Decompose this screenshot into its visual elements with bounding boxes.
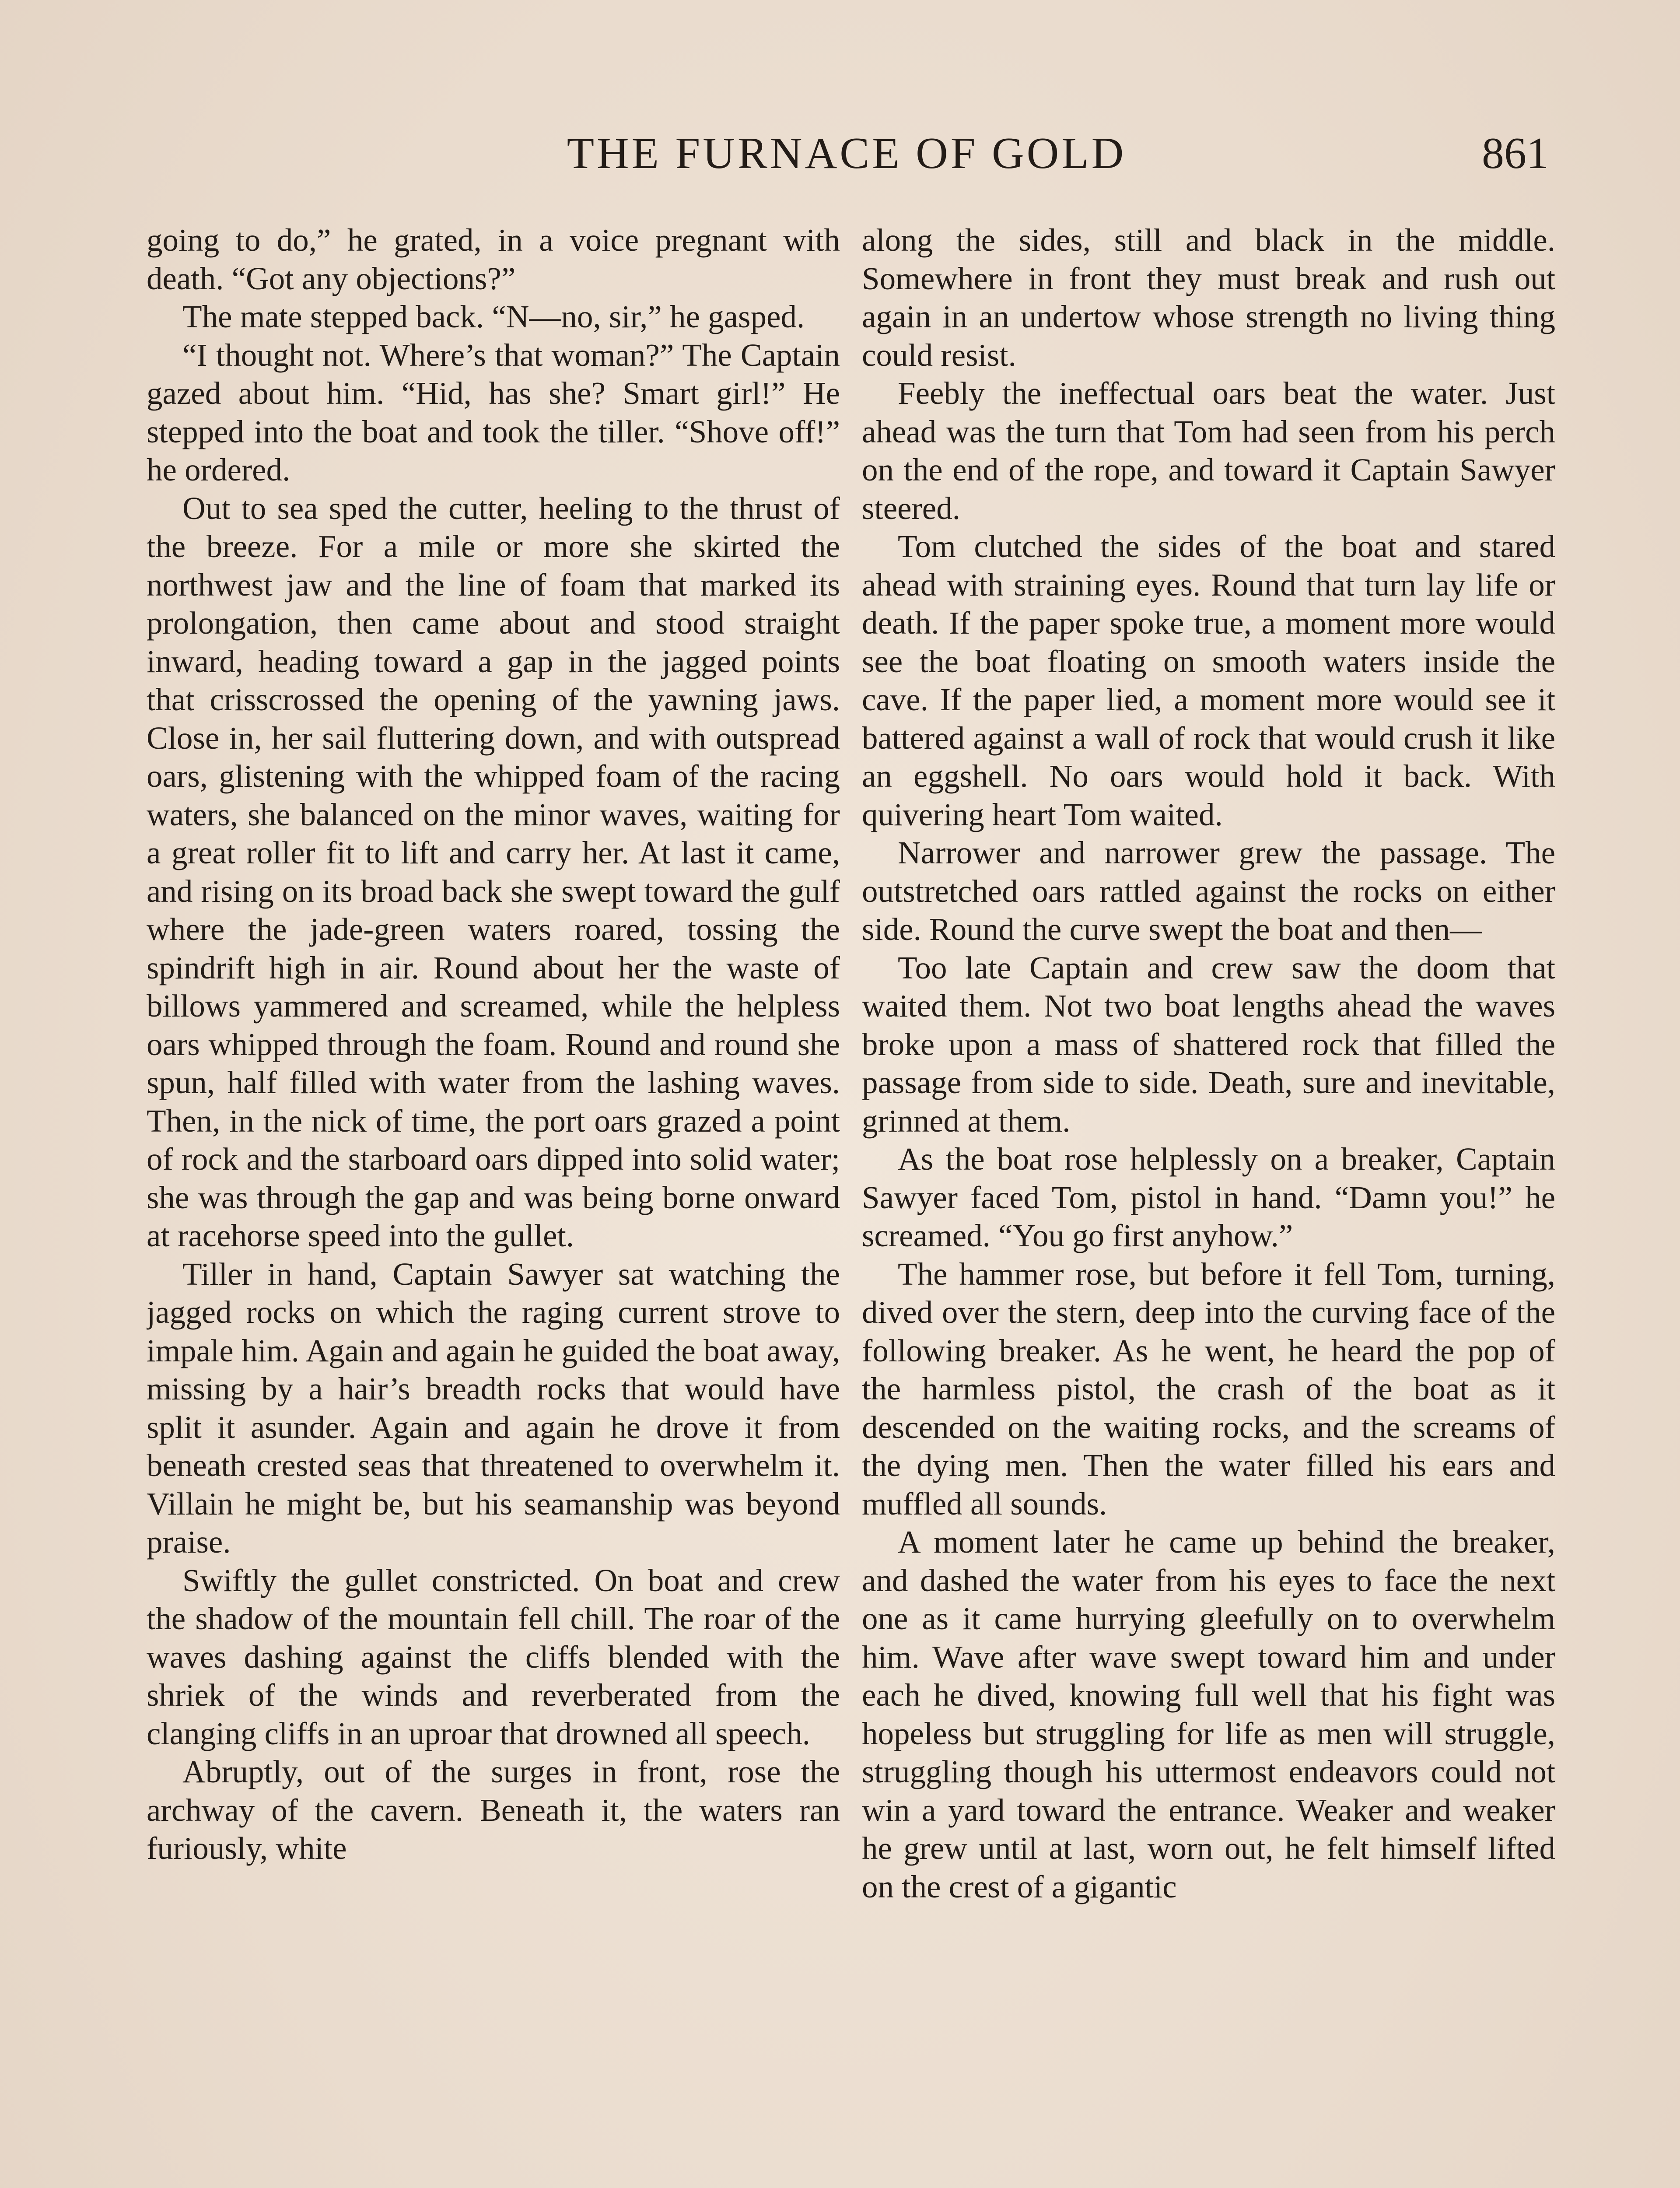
paragraph: Tiller in hand, Captain Sawyer sat watching the jagged rocks on which the raging current strove to impale him. Again and again he guided the boat away, missing by a hair’s breadth rocks that would have split it asunder. Again and again he drove it from beneath crested seas that threatened to overwhelm it. Villain he might be, but his seamanship was beyond praise. [147,1256,840,1560]
paragraph: Out to sea sped the cutter, heeling to the thrust of the breeze. For a mile or more she skirted the northwest jaw and the line of foam that marked its prolongation, then came about and stood straight inward, heading toward a gap in the jagged points that crisscrossed the opening of the yawning jaws. Close in, her sail fluttering down, and with outspread oars, glistening with the whipped foam of the racing waters, she balanced on the minor waves, waiting for a great roller fit to lift and carry her. At last it came, and rising on its broad back she swept toward the gulf where the jade-green waters roared, tossing the spindrift high in air. Round about her the waste of billows yammered and screamed, while the helpless oars whipped through the foam. Round and round she spun, half filled with water from the lashing waves. Then, in the nick of time, the port oars grazed a point of rock and the starboard oars dipped into solid water; she was through the gap and was being borne onward at racehorse speed into the gullet. [147,490,840,1253]
paragraph: along the sides, still and black in the middle. Somewhere in front they must break and rush out again in an undertow whose strength no living thing could resist. [862,222,1555,373]
paragraph: As the boat rose helplessly on a breaker, Captain Sawyer faced Tom, pistol in hand. “Damn you!” he screamed. “You go first anyhow.” [862,1141,1555,1253]
paragraph: Abruptly, out of the surges in front, rose the archway of the cavern. Beneath it, the waters ran furiously, white [147,1754,840,1866]
paragraph: Tom clutched the sides of the boat and stared ahead with straining eyes. Round that turn lay life or death. If the paper spoke true, a moment more would see the boat floating on smooth waters inside the cave. If the paper lied, a moment more would see it battered against a wall of rock that would crush it like an eggshell. No oars would hold it back. With quivering heart Tom waited. [862,529,1555,832]
page-number: 861 [1482,129,1549,178]
paragraph: Too late Captain and crew saw the doom that waited them. Not two boat lengths ahead the waves broke upon a mass of shattered rock that filled the passage from side to side. Death, sure and inevitable, grinned at them. [862,950,1555,1139]
paragraph: The mate stepped back. “N—no, sir,” he gasped. [182,299,805,334]
paragraph: A moment later he came up behind the breaker, and dashed the water from his eyes to face the next one as it came hurrying gleefully on to overwhelm him. Wave after wave swept toward him and under each he dived, knowing full well that his fight was hopeless but struggling for life as men will struggle, struggling though his uttermost endeavors could not win a yard toward the entrance. Weaker and weaker he grew until at last, worn out, he felt himself lifted on the crest of a gigantic [862,1524,1555,1904]
paragraph: Narrower and narrower grew the passage. The outstretched oars rattled against the rocks on either side. Round the curve swept the boat and then— [862,835,1555,947]
paragraph: The hammer rose, but before it fell Tom, turning, dived over the stern, deep into the curving face of the following breaker. As he went, he heard the pop of the harmless pistol, the crash of the boat as it descended on the waiting rocks, and the screams of the dying men. Then the water filled his ears and muffled all sounds. [862,1256,1555,1522]
running-head [144,118,1549,184]
paragraph: Feebly the ineffectual oars beat the water. Just ahead was the turn that Tom had seen from his perch on the end of the rope, and toward it Captain Sawyer steered. [862,375,1555,526]
paragraph: “I thought not. Where’s that woman?” The Captain gazed about him. “Hid, has she? Smart girl!” He stepped into the boat and took the tiller. “Shove off!” he ordered. [147,337,840,487]
paragraph: Swiftly the gullet constricted. On boat and crew the shadow of the mountain fell chill. The roar of the waves dashing against the cliffs blended with the shriek of the winds and reverberated from the clanging cliffs in an uproar that drowned all speech. [147,1562,840,1751]
left-column [147,221,840,2188]
paragraph: going to do,” he grated, in a voice pregnant with death. “Got any objections?” [147,222,840,296]
running-title: THE FURNACE OF GOLD [567,129,1127,178]
right-column [862,221,1555,2188]
